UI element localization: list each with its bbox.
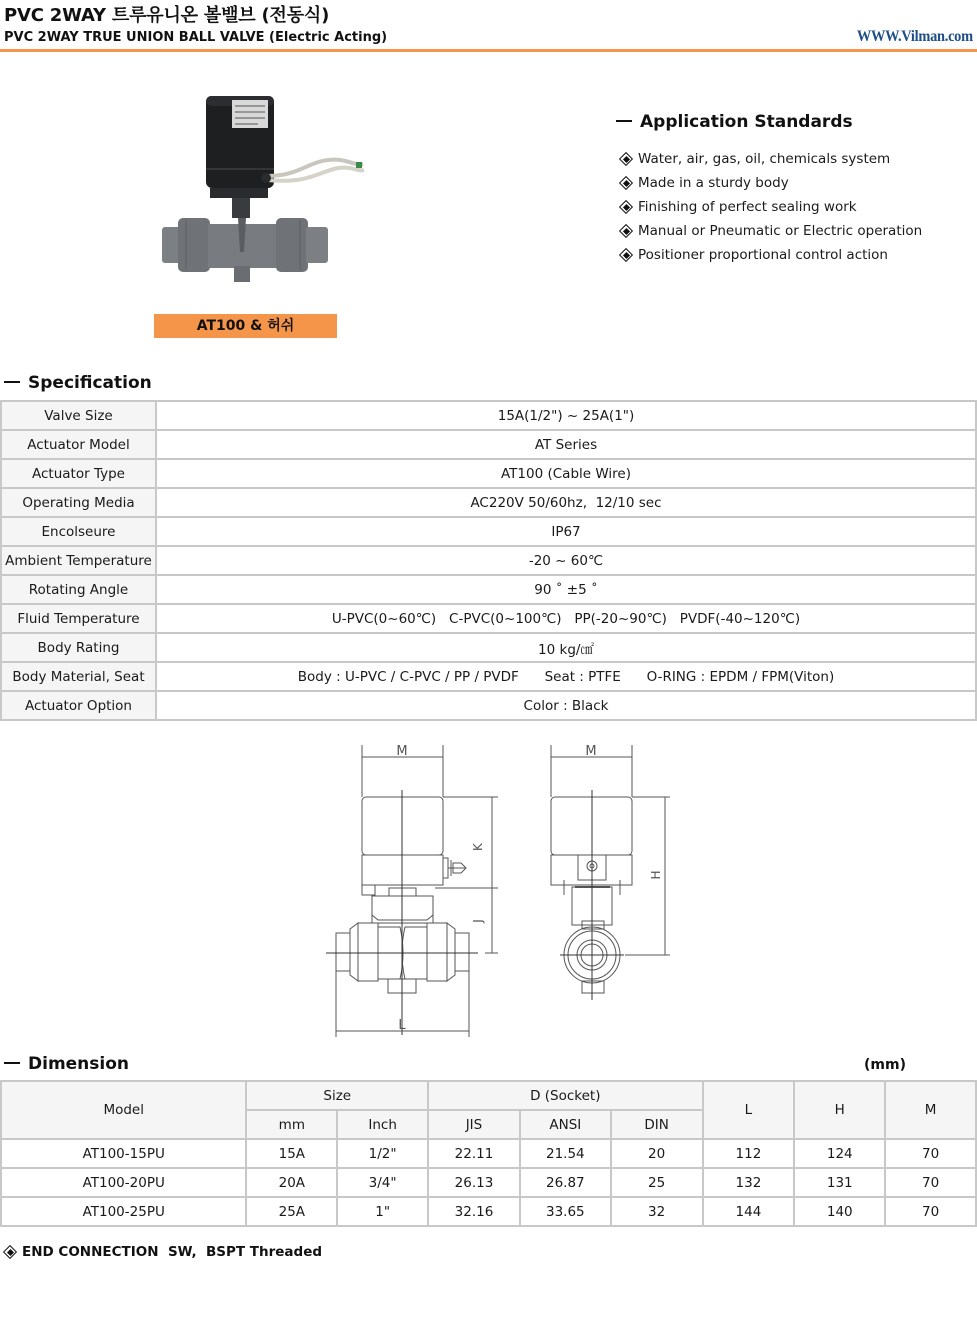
spec-label: Actuator Model [1, 430, 156, 459]
technical-drawing [320, 735, 700, 1040]
table-row [1, 401, 976, 430]
spec-value: AT100 (Cable Wire) [156, 459, 976, 488]
dimension-table [0, 1080, 977, 1227]
dim-label-m-side: M [396, 744, 408, 759]
end-connection-text: END CONNECTION SW, BSPT Threaded [22, 1244, 323, 1260]
cell-h: 124 [794, 1139, 885, 1168]
diamond-bullet-icon [620, 153, 632, 165]
dim-label-h: H [649, 870, 663, 880]
specification-title: Specification [28, 373, 152, 393]
diamond-bullet-icon [4, 1246, 16, 1258]
spec-value: AC220V 50/60hz, 12/10 sec [156, 488, 976, 517]
table-row [1, 662, 976, 691]
table-row [1, 1197, 976, 1226]
spec-label: Body Material, Seat [1, 662, 156, 691]
cell-m: 70 [885, 1168, 976, 1197]
spec-value: 10 kg/㎠ [156, 633, 976, 662]
spec-label: Encolseure [1, 517, 156, 546]
cell-h: 140 [794, 1197, 885, 1226]
column-header-din: DIN [611, 1110, 703, 1139]
table-row [1, 459, 976, 488]
spec-value: Color : Black [156, 691, 976, 720]
heading-dash-icon [4, 1062, 20, 1064]
table-row [1, 604, 976, 633]
column-header-jis: JIS [428, 1110, 520, 1139]
cell-model: AT100-15PU [1, 1139, 246, 1168]
cell-mm: 15A [246, 1139, 337, 1168]
list-item-text: Manual or Pneumatic or Electric operation [638, 223, 923, 239]
cell-mm: 20A [246, 1168, 337, 1197]
cell-inch: 3/4" [337, 1168, 428, 1197]
cell-l: 112 [703, 1139, 795, 1168]
cell-model: AT100-25PU [1, 1197, 246, 1226]
side-view-drawing [326, 744, 498, 1037]
table-row [1, 430, 976, 459]
table-row [1, 1139, 976, 1168]
list-item-text: Positioner proportional control action [638, 247, 888, 263]
specification-heading [4, 373, 152, 393]
front-view-drawing [551, 744, 670, 1000]
cell-m: 70 [885, 1139, 976, 1168]
spec-label: Actuator Type [1, 459, 156, 488]
diamond-bullet-icon [620, 201, 632, 213]
table-row [1, 546, 976, 575]
list-item [620, 219, 922, 243]
product-caption: AT100 & 허쉬 [154, 314, 337, 338]
product-photo [158, 92, 394, 300]
column-header-mm: mm [246, 1110, 337, 1139]
dimension-title: Dimension [28, 1054, 130, 1074]
cell-din: 20 [611, 1139, 703, 1168]
cell-ansi: 21.54 [520, 1139, 611, 1168]
page-title-korean: PVC 2WAY 트루유니온 볼밸브 (전동식) [4, 5, 330, 26]
diamond-bullet-icon [620, 177, 632, 189]
table-header-row [1, 1081, 976, 1110]
spec-value: 90 ˚ ±5 ˚ [156, 575, 976, 604]
table-row [1, 517, 976, 546]
spec-label: Actuator Option [1, 691, 156, 720]
table-row [1, 1168, 976, 1197]
cell-ansi: 33.65 [520, 1197, 611, 1226]
application-standards-heading [616, 112, 853, 132]
dimension-heading [4, 1054, 129, 1074]
cell-jis: 32.16 [428, 1197, 520, 1226]
cell-jis: 26.13 [428, 1168, 520, 1197]
column-header-inch: Inch [337, 1110, 428, 1139]
dimension-unit: (mm) [864, 1057, 906, 1073]
cell-m: 70 [885, 1197, 976, 1226]
cell-jis: 22.11 [428, 1139, 520, 1168]
header-divider [0, 49, 977, 52]
cell-inch: 1/2" [337, 1139, 428, 1168]
dim-label-l: L [398, 1018, 406, 1033]
column-header-socket: D (Socket) [428, 1081, 702, 1110]
spec-label: Valve Size [1, 401, 156, 430]
cell-mm: 25A [246, 1197, 337, 1226]
dim-label-m-front: M [585, 744, 597, 759]
spec-label: Fluid Temperature [1, 604, 156, 633]
list-item [620, 147, 922, 171]
column-header-h: H [794, 1081, 885, 1139]
cell-h: 131 [794, 1168, 885, 1197]
column-header-size: Size [246, 1081, 428, 1110]
spec-value: 15A(1/2") ~ 25A(1") [156, 401, 976, 430]
electric-ball-valve-icon [158, 92, 394, 300]
spec-value: U-PVC(0~60℃) C-PVC(0~100℃) PP(-20~90℃) PVDF(-40~120℃) [156, 604, 976, 633]
spec-label: Ambient Temperature [1, 546, 156, 575]
table-row [1, 633, 976, 662]
website-link[interactable]: WWW.Vilman.com [857, 28, 973, 45]
list-item-text: Finishing of perfect sealing work [638, 199, 857, 215]
column-header-l: L [703, 1081, 795, 1139]
spec-label: Body Rating [1, 633, 156, 662]
end-connection-note [4, 1244, 322, 1260]
cell-din: 32 [611, 1197, 703, 1226]
list-item [620, 171, 922, 195]
cell-ansi: 26.87 [520, 1168, 611, 1197]
application-standards-title: Application Standards [640, 112, 853, 132]
heading-dash-icon [616, 120, 632, 122]
list-item-text: Water, air, gas, oil, chemicals system [638, 151, 891, 167]
spec-value: -20 ~ 60℃ [156, 546, 976, 575]
spec-value: AT Series [156, 430, 976, 459]
heading-dash-icon [4, 381, 20, 383]
cell-l: 144 [703, 1197, 795, 1226]
table-row [1, 575, 976, 604]
cell-din: 25 [611, 1168, 703, 1197]
cell-model: AT100-20PU [1, 1168, 246, 1197]
column-header-model: Model [1, 1081, 246, 1139]
spec-label: Rotating Angle [1, 575, 156, 604]
list-item-text: Made in a sturdy body [638, 175, 789, 191]
dim-label-j: J [471, 919, 485, 923]
spec-label: Operating Media [1, 488, 156, 517]
application-standards-list [620, 147, 922, 267]
dim-label-k: K [471, 843, 485, 851]
spec-value: Body : U-PVC / C-PVC / PP / PVDF Seat : PTFE O-RING : EPDM / FPM(Viton) [156, 662, 976, 691]
diamond-bullet-icon [620, 249, 632, 261]
table-row [1, 691, 976, 720]
cell-inch: 1" [337, 1197, 428, 1226]
list-item [620, 195, 922, 219]
page-title-english: PVC 2WAY TRUE UNION BALL VALVE (Electric Acting) [4, 30, 388, 45]
list-item [620, 243, 922, 267]
column-header-m: M [885, 1081, 976, 1139]
table-row [1, 488, 976, 517]
diamond-bullet-icon [620, 225, 632, 237]
specification-table [0, 400, 977, 721]
column-header-ansi: ANSI [520, 1110, 611, 1139]
cell-l: 132 [703, 1168, 795, 1197]
spec-value: IP67 [156, 517, 976, 546]
